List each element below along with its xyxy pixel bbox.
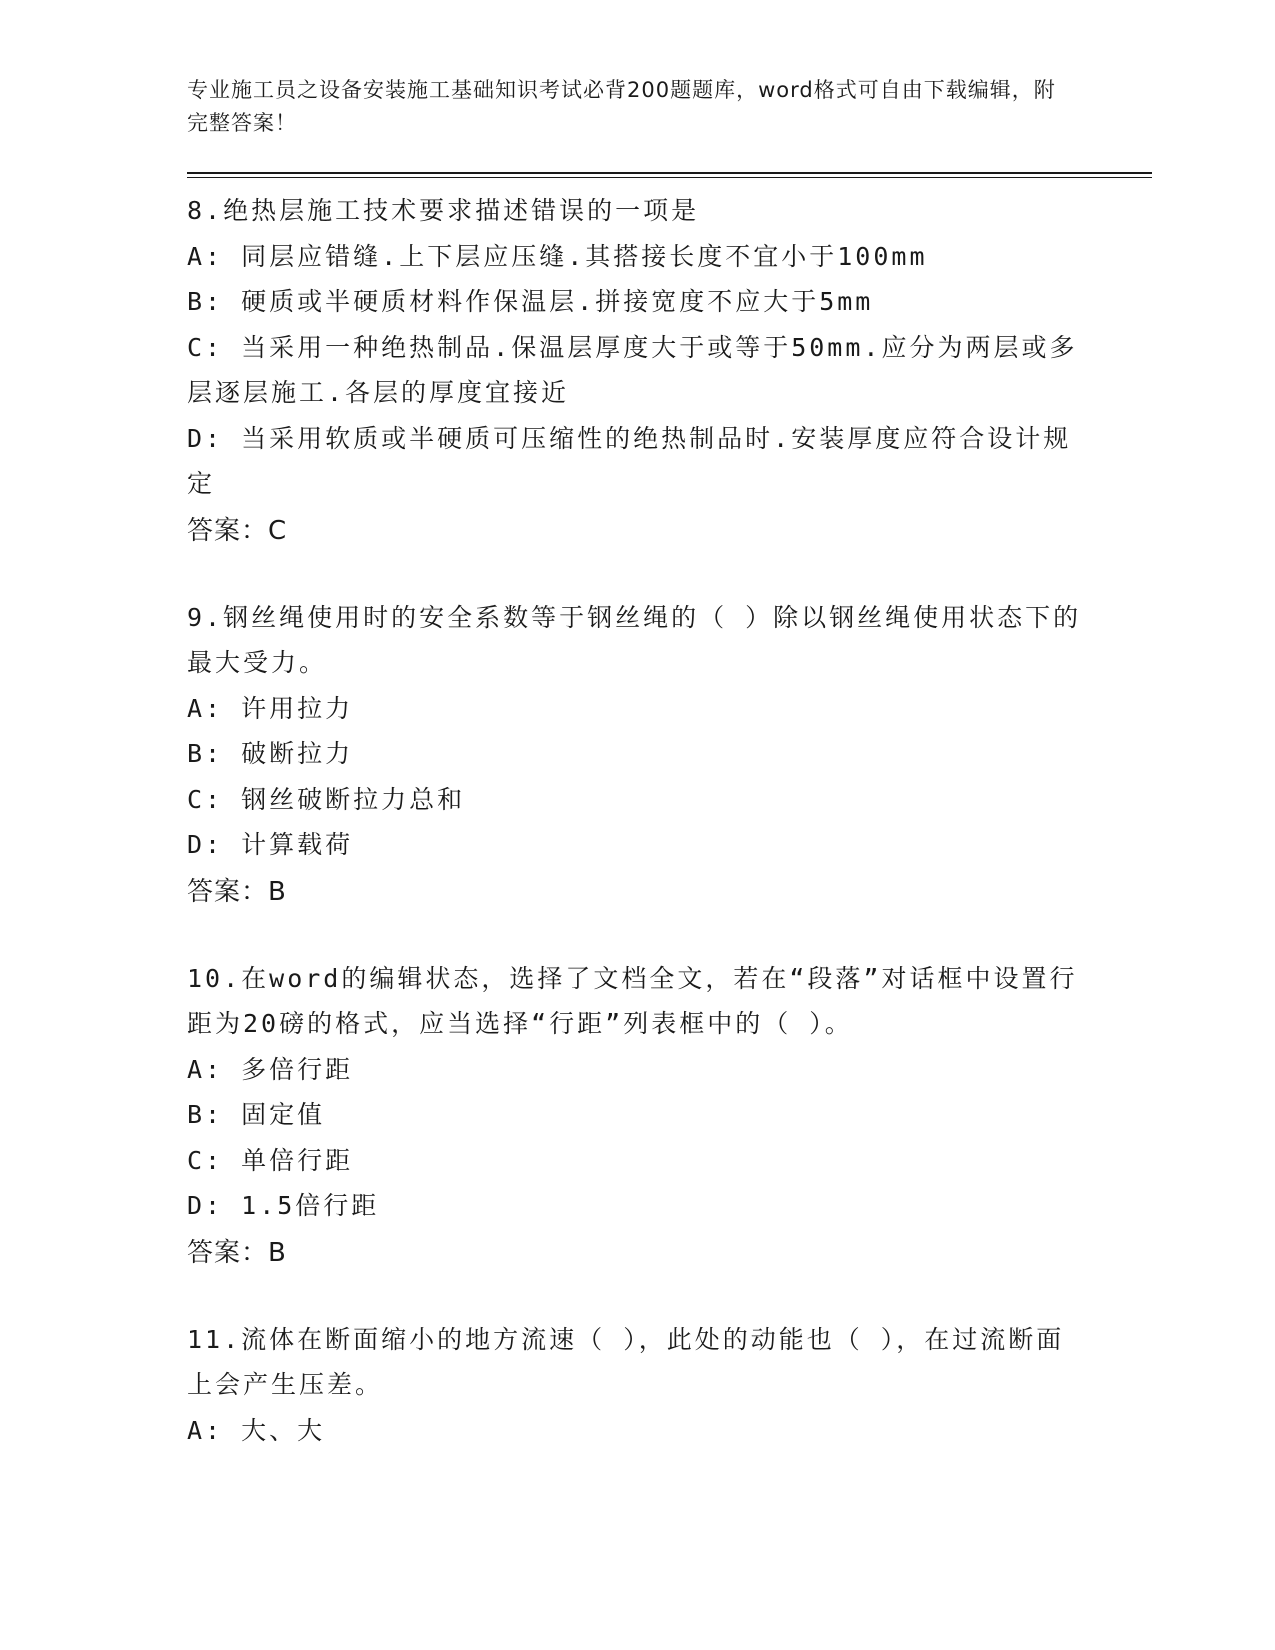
answer-label: 答案：B (187, 1237, 287, 1268)
question-11 (187, 1317, 1087, 1454)
answer-label: 答案：B (187, 876, 287, 907)
option-a: A: 许用拉力 (187, 693, 354, 723)
option-c: C: 当采用一种绝热制品.保温层厚度大于或等于50mm.应分为两层或多层逐层施工.各层的厚度宜接近 (187, 332, 1078, 407)
option-a: A: 大、大 (187, 1415, 326, 1445)
option-b: B: 硬质或半硬质材料作保温层.拼接宽度不应大于5mm (187, 287, 874, 316)
option-c: C: 钢丝破断拉力总和 (187, 784, 466, 814)
header-divider-thick (187, 172, 1152, 174)
question-stem: 9.钢丝绳使用时的安全系数等于钢丝绳的（ ）除以钢丝绳使用状态下的最大受力。 (187, 602, 1082, 677)
question-8 (187, 188, 1087, 555)
question-9 (187, 595, 1087, 916)
question-list (187, 188, 1087, 1493)
option-a: A: 多倍行距 (187, 1054, 354, 1084)
document-header-title: 专业施工员之设备安装施工基础知识考试必背200题题库，word格式可自由下载编辑，附完整答案！ (187, 78, 1056, 135)
option-a: A: 同层应错缝.上下层应压缝.其搭接长度不宜小于100mm (187, 241, 928, 271)
option-b: B: 破断拉力 (187, 739, 354, 768)
option-c: C: 单倍行距 (187, 1145, 354, 1175)
question-10 (187, 956, 1087, 1277)
question-stem: 8.绝热层施工技术要求描述错误的一项是 (187, 196, 700, 225)
answer-label: 答案：C (187, 515, 288, 546)
option-b: B: 固定值 (187, 1100, 326, 1129)
option-d: D: 当采用软质或半硬质可压缩性的绝热制品时.安装厚度应符合设计规定 (187, 423, 1072, 498)
header-divider-thin (187, 177, 1152, 178)
option-d: D: 1.5倍行距 (187, 1191, 380, 1220)
question-stem: 11.流体在断面缩小的地方流速（ ），此处的动能也（ ），在过流断面上会产生压差。 (187, 1324, 1065, 1399)
question-stem: 10.在word的编辑状态，选择了文档全文，若在“段落”对话框中设置行距为20磅的格式，应当选择“行距”列表框中的（ ）。 (187, 963, 1078, 1038)
option-d: D: 计算载荷 (187, 830, 354, 859)
